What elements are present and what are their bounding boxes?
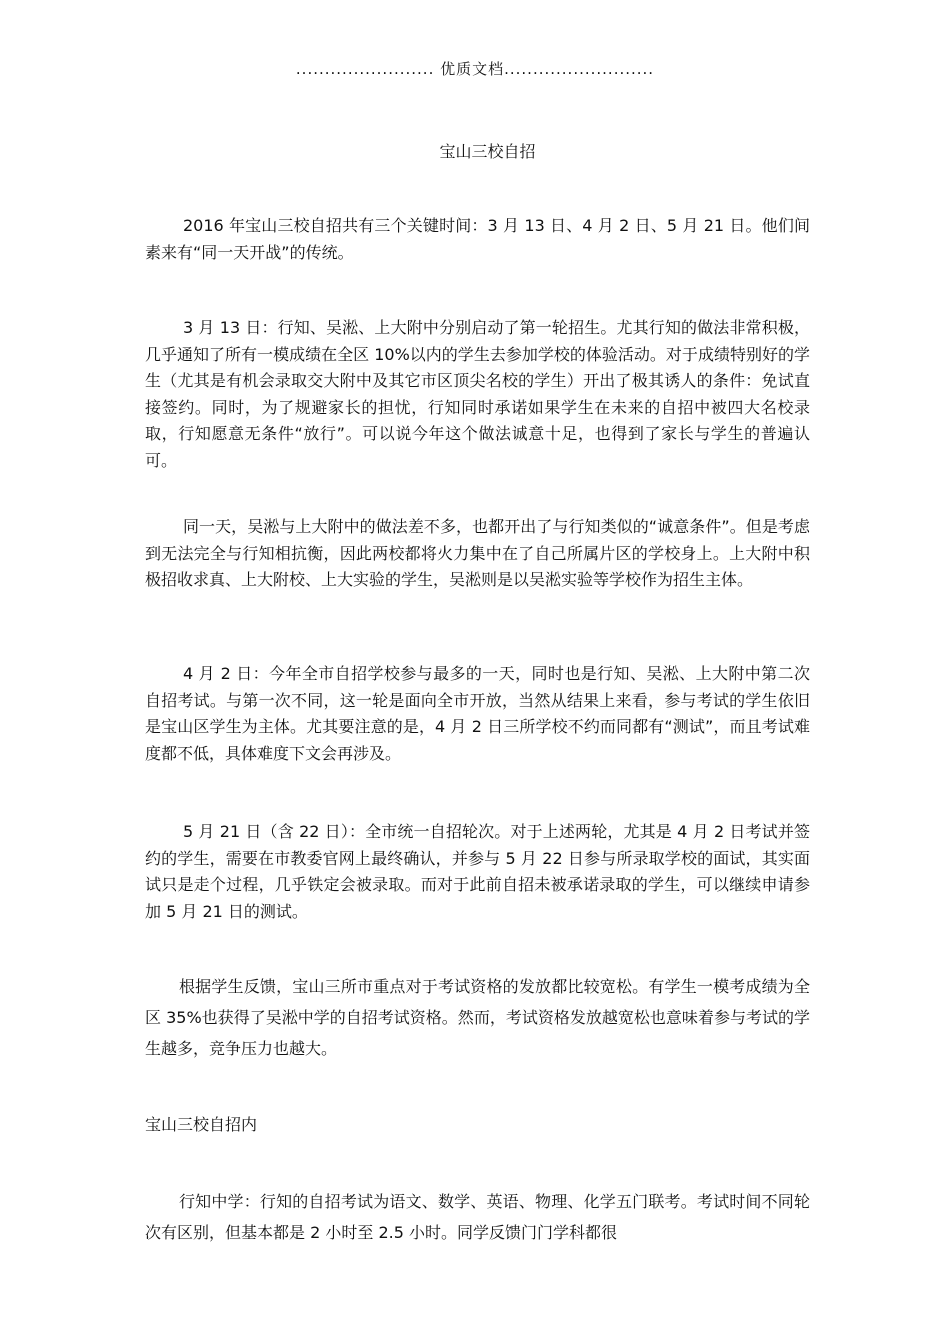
section-subheading: 宝山三校自招内 — [145, 1115, 258, 1134]
paragraph-april-2: 4 月 2 日：今年全市自招学校参与最多的一天，同时也是行知、吴淞、上大附中第二次自招考试。与第一次不同，这一轮是面向全市开放，当然从结果上来看，参与考试的学生依旧是宝山区学生为主体。尤其要注意的是，4 月 2 日三所学校不约而同都有“测试”，而且考试难度都不低，具体难度下文会再涉及。 — [145, 664, 810, 763]
paragraph-march-13: 3 月 13 日：行知、吴淞、上大附中分别启动了第一轮招生。尤其行知的做法非常积极，几乎通知了所有一模成绩在全区 10%以内的学生去参加学校的体验活动。对于成绩特别好的学生（尤其是有机会录取交大附中及其它市区顶尖名校的学生）开出了极其诱人的条件：免试直接签约。同时，为了规避家长的担忧，行知同时承诺如果学生在未来的自招中被四大名校录取，行知愿意无条件“放行”。可以说今年这个做法诚意十足，也得到了家长与学生的普遍认可。 — [145, 318, 810, 470]
page-header: ........................ 优质文档.......................... — [295, 60, 655, 78]
paragraph-xingzhi: 行知中学：行知的自招考试为语文、数学、英语、物理、化学五门联考。考试时间不同轮次有区别，但基本都是 2 小时至 2.5 小时。同学反馈门门学科都很 — [145, 1192, 810, 1242]
paragraph-intro: 2016 年宝山三校自招共有三个关键时间：3 月 13 日、4 月 2 日、5 月 21 日。他们间素来有“同一天开战”的传统。 — [145, 216, 810, 262]
paragraph-may-21: 5 月 21 日（含 22 日）：全市统一自招轮次。对于上述两轮，尤其是 4 月 2 日考试并签约的学生，需要在市教委官网上最终确认，并参与 5 月 22 日参与所录取学校的面试，其实面试只是走个过程，几乎铁定会被录取。而对于此前自招未被承诺录取的学生，可以继续申请参加 5 月 21 日的测试。 — [145, 822, 810, 921]
document-title: 宝山三校自招 — [439, 142, 536, 161]
paragraph-feedback: 根据学生反馈，宝山三所市重点对于考试资格的发放都比较宽松。有学生一模考成绩为全区 35%也获得了吴淞中学的自招考试资格。然而，考试资格发放越宽松也意味着参与考试的学生越多，竞争压力也越大。 — [145, 977, 810, 1058]
paragraph-same-day: 同一天，吴淞与上大附中的做法差不多，也都开出了与行知类似的“诚意条件”。但是考虑到无法完全与行知相抗衡，因此两校都将火力集中在了自己所属片区的学校身上。上大附中积极招收求真、上大附校、上大实验的学生，吴淞则是以吴淞实验等学校作为招生主体。 — [145, 517, 810, 589]
